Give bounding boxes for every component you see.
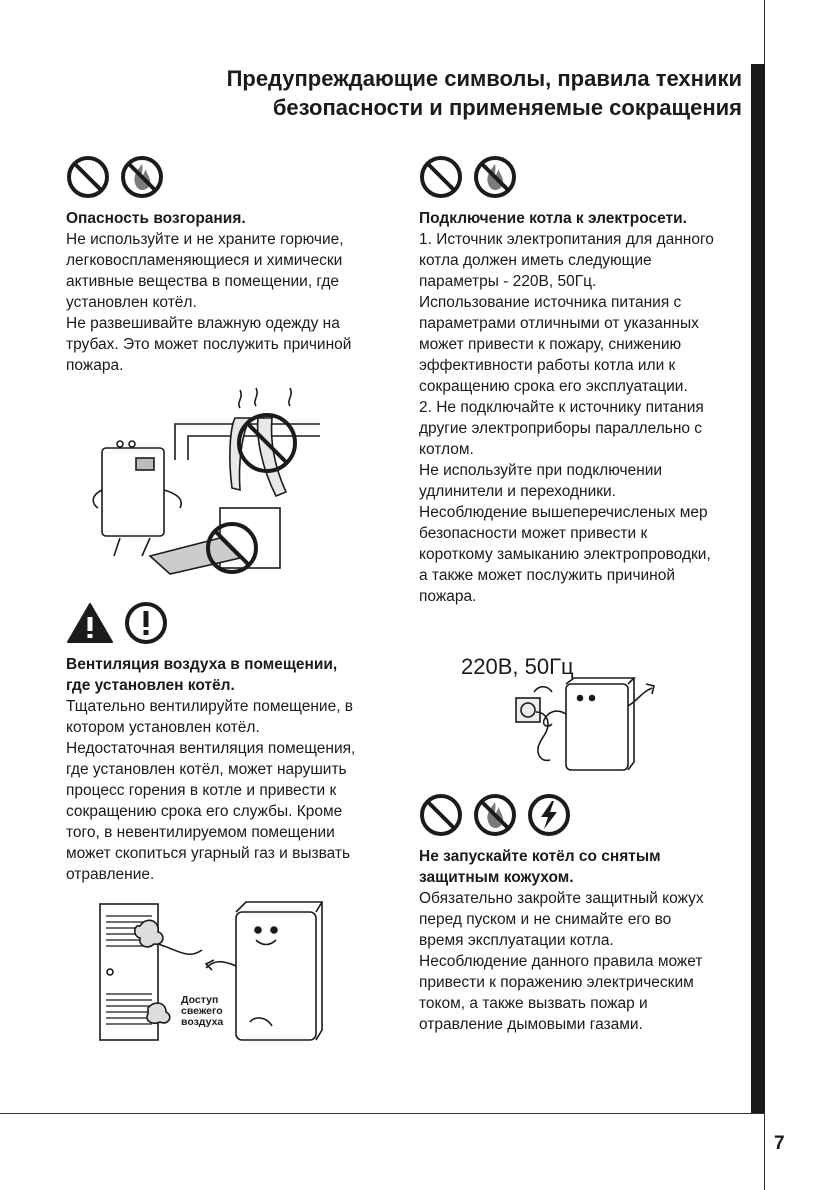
section-paragraph: Не используйте при подключении удлинители и переходники. (419, 462, 663, 500)
fire-hazard-illustration (80, 378, 320, 578)
section-electric (419, 154, 715, 607)
electric-shock-icon (527, 793, 571, 837)
section-heading: Опасность возгорания. (66, 210, 246, 227)
section-cover (419, 792, 715, 1035)
page-title (227, 64, 742, 122)
page-title-line: безопасности и применяемые сокращения (272, 95, 742, 120)
power-outlet-illustration (510, 676, 660, 776)
warning-triangle-icon (66, 601, 114, 645)
section-paragraph: Несоблюдение вышеперечисленых мер безопасности может привести к короткому замыканию электропроводки, а также может послужить причиной пожара. (419, 504, 711, 605)
fresh-air-label: Доступ свежего воздуха (181, 994, 224, 1028)
section-heading: Вентиляция воздуха в помещении, где установлен котёл. (66, 656, 338, 694)
section-paragraph: Тщательно вентилируйте помещение, в котором установлен котёл. (66, 698, 354, 736)
fire-prohibited-icon (473, 793, 517, 837)
section-heading: Не запускайте котёл со снятым защитным кожухом. (419, 848, 661, 886)
fire-prohibited-icon (120, 155, 164, 199)
section-paragraph: Не используйте и не храните горючие, легковоспламеняющиеся и химически активные вещества в помещении, где установлен котёл. (66, 231, 344, 311)
voltage-label: 220В, 50Гц (461, 654, 574, 679)
no-entry-icon (419, 155, 463, 199)
section-paragraph: Несоблюдение данного правила может привести к поражению электрическим током, а также вызвать пожар и отравление дымовыми газами. (419, 953, 703, 1033)
section-heading: Подключение котла к электросети. (419, 210, 687, 227)
right-thumb-bar (751, 64, 765, 1114)
no-entry-icon (419, 793, 463, 837)
footer-line (0, 1113, 765, 1114)
section-paragraph: 2. Не подключайте к источнику питания другие электроприборы параллельно с котлом. (419, 399, 704, 458)
fire-prohibited-icon (473, 155, 517, 199)
section-paragraph: 1. Источник электропитания для данного котла должен иметь следующие параметры - 220В, 50Гц. (419, 231, 714, 290)
section-paragraph: Недостаточная вентиляция помещения, где установлен котёл, может нарушить процесс горения в котле и привести к сокращению срока его службы. Кроме того, в невентилируемом помещении может скопиться угарный газ и вызвать отравление. (66, 740, 356, 883)
section-fire (66, 154, 362, 376)
section-paragraph: Не развешивайте влажную одежду на трубах. Это может послужить причиной пожара. (66, 315, 352, 374)
section-paragraph: Использование источника питания с параметрами отличными от указанных может привести к пожару, снижению эффективности работы котла или к сокращению срока его эксплуатации. (419, 294, 699, 395)
section-ventilation (66, 600, 362, 885)
page-number: 7 (774, 1133, 785, 1154)
page-title-line: Предупреждающие символы, правила техники (226, 66, 742, 91)
no-entry-icon (66, 155, 110, 199)
attention-circle-icon (124, 601, 168, 645)
section-paragraph: Обязательно закройте защитный кожух перед пуском и не снимайте его во время эксплуатации котла. (419, 890, 704, 949)
